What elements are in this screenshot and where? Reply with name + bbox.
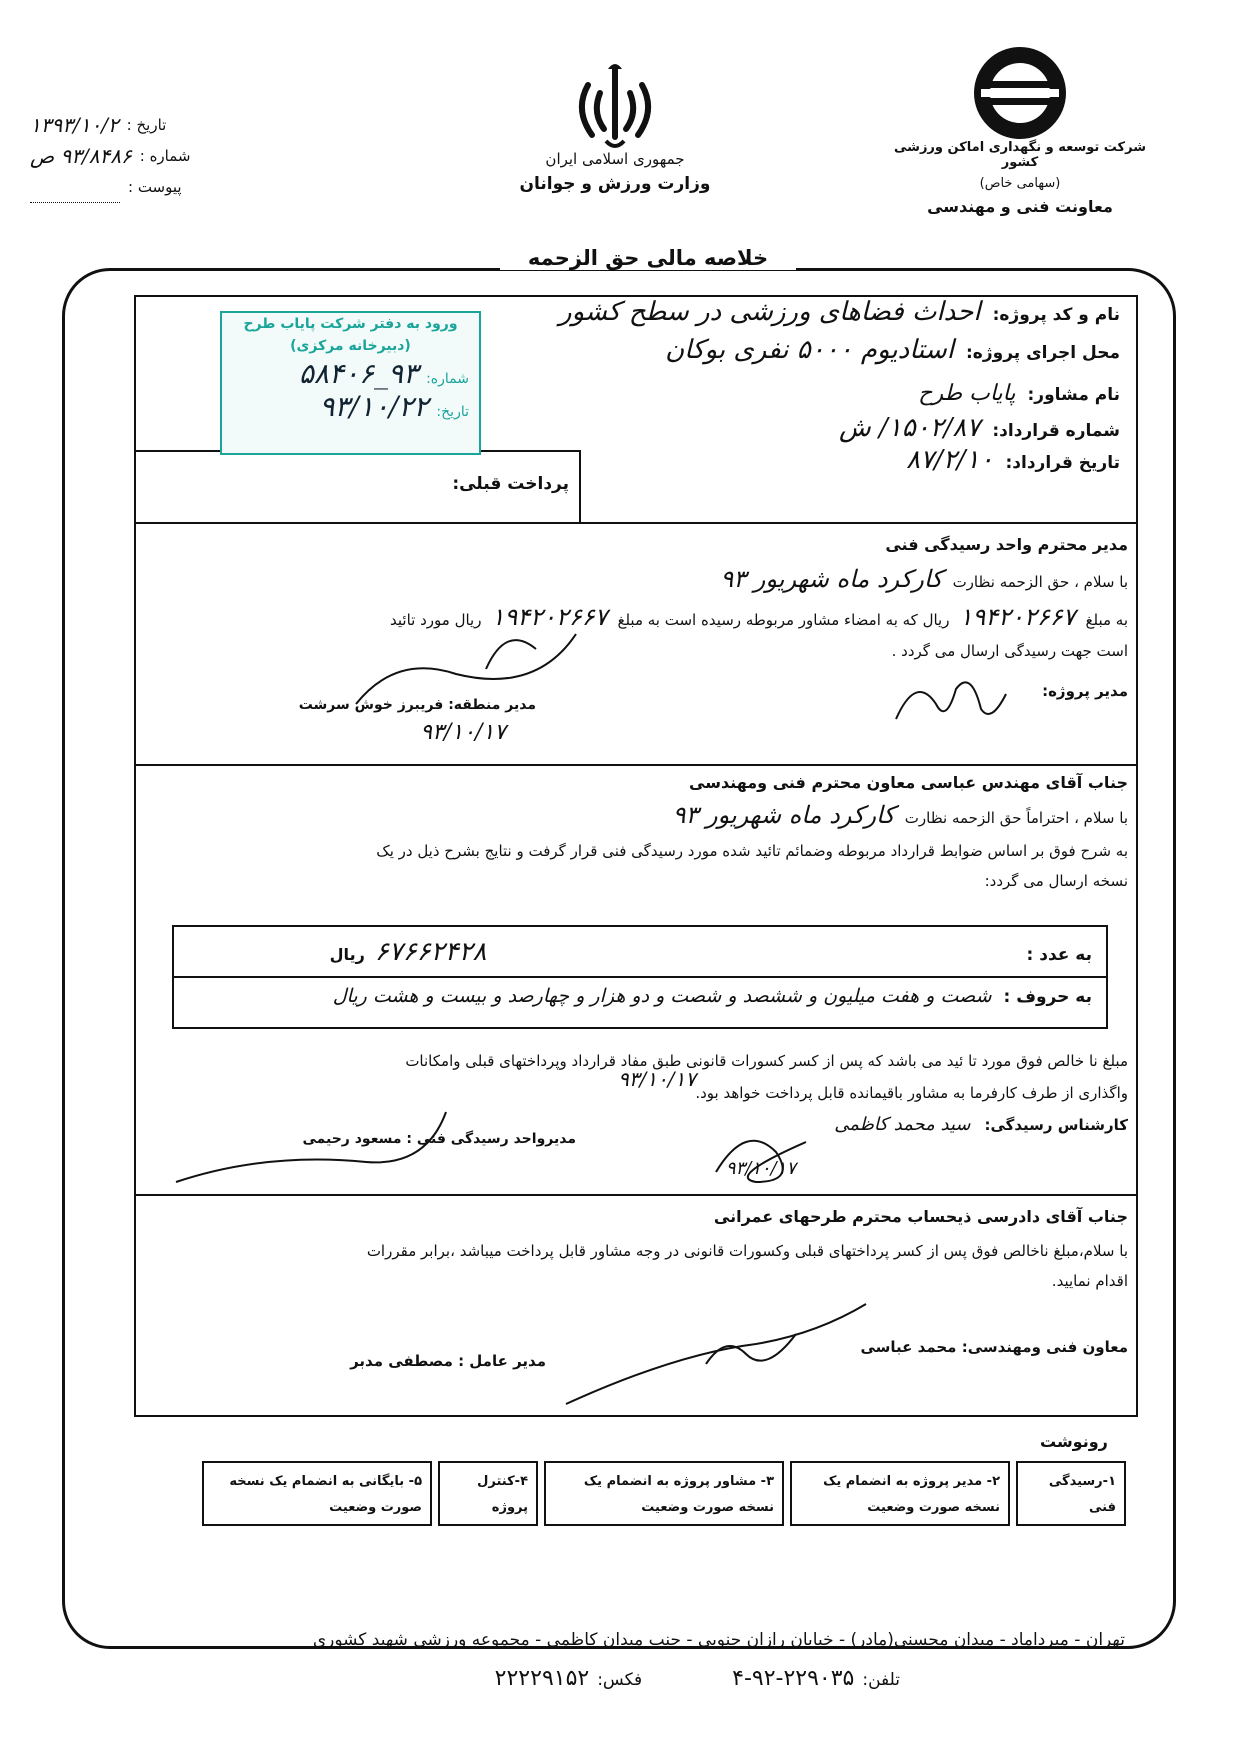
deputy-heading: جناب آقای مهندس عباسی معاون محترم فنی ومهندسی	[689, 773, 1128, 792]
technical-amount-value: ۱۹۴۲۰۲۶۶۷	[959, 603, 1076, 631]
accounting-box	[134, 1194, 1138, 1417]
ministry-block	[480, 150, 750, 194]
copy-item: ۴-کنترل پروژه	[438, 1461, 538, 1526]
technical-approved-value: ۱۹۴۲۰۲۶۶۷	[491, 603, 608, 631]
ceo-signature-label: مدیر عامل : مصطفی مدبر	[350, 1352, 546, 1370]
fax-label: فکس:	[597, 1670, 643, 1690]
technical-greeting: با سلام ، حق الزحمه نظارت	[952, 573, 1128, 591]
reviewer-name: سید محمد کاظمی	[834, 1114, 971, 1135]
contract-number-value: ۱۵۰۲/۸۷/ ش	[839, 413, 981, 443]
numeric-label: به عدد :	[1026, 945, 1092, 965]
numeric-unit: ریال	[329, 945, 365, 964]
project-manager-signature-icon	[886, 664, 1016, 734]
footer-address: تهران - میرداماد - میدان محسنی(مادر) - خیابان رازان جنوبی - جنب میدان کاظمی - مجموعه ورزشی شهید کشوری	[312, 1630, 1125, 1650]
deputy-greeting: با سلام ، احتراماً حق الزحمه نظارت	[904, 809, 1128, 827]
consultant-row	[918, 381, 1120, 406]
copy-item: ۱-رسیدگی فنی	[1016, 1461, 1126, 1526]
technical-review-box	[134, 522, 1138, 766]
unit-manager: مدیرواحد رسیدگی فنی : مسعود رحیمی	[302, 1131, 576, 1147]
iran-emblem-icon	[570, 55, 660, 155]
contract-date-row	[906, 445, 1120, 475]
deputy-note2: واگذاری از طرف کارفرما به مشاور باقیمانده قابل پرداخت خواهد بود.	[695, 1084, 1128, 1102]
deputy-period: کارکرد ماه شهریور ۹۳	[672, 801, 895, 829]
copy-item: ۳- مشاور پروژه به انضمام یک نسخه صورت وضعیت	[544, 1461, 784, 1526]
stamp-line2: (دبیرخانه مرکزی)	[290, 338, 411, 354]
technical-signature-date: ۹۳/۱۰/۱۷	[420, 720, 506, 745]
company-name: شرکت توسعه و نگهداری اماکن ورزشی کشور	[894, 140, 1146, 170]
contract-number-row	[839, 413, 1120, 443]
technical-greeting-line	[720, 562, 1128, 599]
accounting-text2: اقدام نمایید.	[1051, 1272, 1128, 1290]
words-amount-row	[333, 985, 1092, 1007]
number-line	[30, 141, 280, 172]
date-label: تاریخ :	[126, 116, 167, 134]
technical-heading: مدیر محترم واحد رسیدگی فنی	[885, 535, 1128, 554]
contract-date-value: ۸۷/۲/۱۰	[906, 445, 994, 475]
regional-manager-signature-icon	[336, 614, 596, 724]
deputy-date2: ۹۳/۱۰/۱۷	[725, 1158, 796, 1179]
stamp-number-value: ۹۳_۵۸۴۰۶	[298, 357, 419, 390]
attachment-label: پیوست :	[128, 178, 182, 196]
copy-item: ۵- بایگانی به انضمام یک نسخه صورت وضعیت	[202, 1461, 432, 1526]
phone-label: تلفن:	[862, 1670, 900, 1690]
reviewer-signature-icon	[696, 1112, 826, 1192]
date-value: ۱۳۹۳/۱۰/۲	[30, 113, 119, 137]
attachment-line	[30, 172, 280, 203]
numeric-value: ۶۷۶۶۲۴۲۸	[374, 937, 487, 967]
copies-table	[138, 1461, 1126, 1526]
stamp-date-label: تاریخ:	[436, 404, 469, 420]
phone-value: ۴-۹۲-۲۲۹۰۳۵	[732, 1666, 855, 1691]
republic-title: جمهوری اسلامی ایران	[545, 150, 685, 168]
previous-payment-box	[134, 450, 581, 524]
consultant-value: پایاب طرح	[918, 381, 1016, 406]
deputy-signature-icon	[556, 1294, 876, 1414]
deputy-date1: ۹۳/۱۰/۱۷	[618, 1067, 696, 1091]
reviewer-label: کارشناس رسیدگی:	[984, 1116, 1128, 1134]
date-line	[30, 110, 280, 141]
department-name: معاونت فنی و مهندسی	[927, 197, 1113, 216]
reviewer-line	[834, 1108, 1128, 1142]
number-label: شماره :	[139, 147, 191, 165]
contract-date-label: تاریخ قرارداد:	[1005, 453, 1120, 473]
deputy-signature-label: معاون فنی ومهندسی: محمد عباسی	[860, 1338, 1128, 1356]
stamp-number-label: شماره:	[426, 371, 469, 387]
contract-number-label: شماره قرارداد:	[992, 421, 1120, 441]
project-manager-label: مدیر پروژه:	[1042, 682, 1128, 700]
words-value: شصت و هفت میلیون و ششصد و شصت و دو هزار و چهارصد و بیست و هشت ریال	[332, 985, 992, 1007]
technical-amount-prefix: به مبلغ	[1085, 611, 1128, 629]
footer-contacts	[400, 1666, 900, 1691]
numeric-amount-row	[329, 937, 1092, 967]
amount-box	[172, 925, 1108, 1029]
technical-period: کارکرد ماه شهریور ۹۳	[720, 565, 943, 593]
document-title: خلاصه مالی حق الزحمه	[500, 246, 796, 270]
deputy-paragraph: به شرح فوق بر اساس ضوابط قرارداد مربوطه وضمائم تائید شده مورد رسیدگی فنی قرار گرفت و نتایج بشرح ذیل در یک	[376, 842, 1128, 860]
copy-item: ۲- مدیر پروژه به انضمام یک نسخه صورت وضعیت	[790, 1461, 1010, 1526]
receipt-stamp	[220, 311, 481, 455]
ministry-title: وزارت ورزش و جوانان	[519, 174, 711, 194]
deputy-note1: مبلغ نا خالص فوق مورد تا ئید می باشد که پس از کسر کسورات قانونی طبق مفاد قرارداد وپرداختهای قبلی وامکانات	[405, 1052, 1128, 1070]
project-location-row	[665, 335, 1120, 365]
company-block	[880, 140, 1160, 216]
accounting-text1: با سلام،مبلغ ناخالص فوق پس از کسر پرداختهای قبلی وکسورات قانونی در وجه مشاور قابل پرداخت میباشد ،برابر مقررات	[366, 1242, 1128, 1260]
number-value: ۹۳/۸۴۸۶ ص	[30, 144, 132, 168]
technical-text-end: ریال مورد تائید	[390, 611, 482, 629]
project-name-value: احداث فضاهای ورزشی در سطح کشور	[559, 297, 981, 327]
project-name-label: نام و کد پروژه:	[992, 305, 1120, 325]
header-meta	[30, 110, 280, 203]
previous-payment-row	[452, 474, 569, 494]
stamp-line1: ورود به دفتر شرکت پایاب طرح	[243, 316, 458, 332]
fax-value: ۲۲۲۲۹۱۵۲	[494, 1666, 590, 1691]
unit-manager-signature-icon	[166, 1092, 466, 1192]
project-name-row	[559, 297, 1120, 327]
regional-manager: مدیر منطقه: فریبرز خوش سرشت	[298, 697, 536, 713]
technical-text-line2: است جهت رسیدگی ارسال می گردد .	[891, 642, 1128, 660]
deputy-greeting-line	[673, 798, 1128, 835]
project-location-value: استادیوم ۵۰۰۰ نفری بوکان	[665, 335, 954, 365]
consultant-label: نام مشاور:	[1027, 385, 1120, 405]
project-location-label: محل اجرای پروژه:	[966, 343, 1120, 363]
technical-text-mid: ریال که به امضاء مشاور مربوطه رسیده است به مبلغ	[617, 611, 950, 629]
company-logo-icon	[945, 45, 1095, 145]
accounting-heading: جناب آقای دادرسی ذیحساب محترم طرحهای عمرانی	[713, 1207, 1128, 1226]
deputy-paragraph2: نسخه ارسال می گردد:	[984, 872, 1128, 890]
company-type: (سهامی خاص)	[979, 176, 1061, 191]
copies-title: رونوشت	[1040, 1432, 1108, 1451]
words-label: به حروف :	[1003, 987, 1092, 1007]
stamp-date-value: ۹۳/۱۰/۲۲	[319, 390, 429, 423]
previous-payment-label: پرداخت قبلی:	[452, 474, 569, 494]
